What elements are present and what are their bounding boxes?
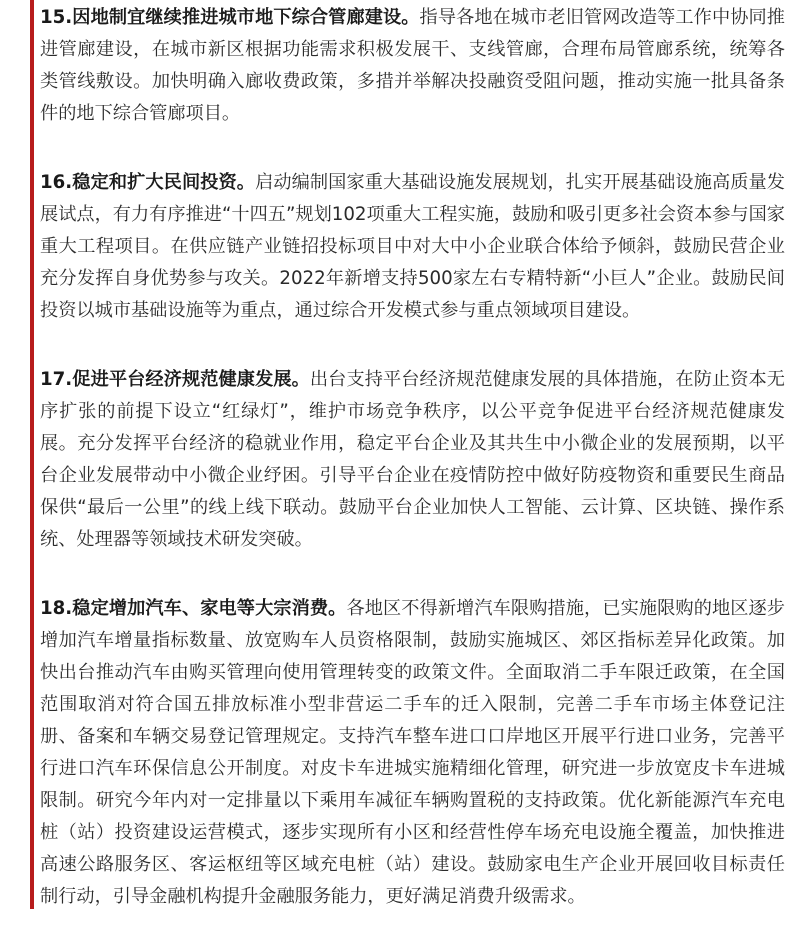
policy-item-heading: 18.稳定增加汽车、家电等大宗消费。 <box>40 598 347 619</box>
policy-item-heading: 15.因地制宜继续推进城市地下综合管廊建设。 <box>40 7 420 28</box>
policy-item-18 <box>40 593 785 913</box>
left-accent-bar <box>30 0 34 909</box>
policy-item-heading: 16.稳定和扩大民间投资。 <box>40 172 256 193</box>
policy-item-body: 启动编制国家重大基础设施发展规划，扎实开展基础设施高质量发展试点，有力有序推进“十四五”规划102项重大工程实施，鼓励和吸引更多社会资本参与国家重大工程项目。在供应链产业链招投标项目中对大中小企业联合体给予倾斜，鼓励民营企业充分发挥自身优势参与攻关。2022年新增支持500家左右专精特新“小巨人”企业。鼓励民间投资以城市基础设施等为重点，通过综合开发模式参与重点领域项目建设。 <box>40 172 785 321</box>
policy-item-16 <box>40 167 785 327</box>
policy-item-heading: 17.促进平台经济规范健康发展。 <box>40 369 310 390</box>
article-content <box>40 2 785 950</box>
policy-item-body: 出台支持平台经济规范健康发展的具体措施，在防止资本无序扩张的前提下设立“红绿灯”，维护市场竞争秩序，以公平竞争促进平台经济规范健康发展。充分发挥平台经济的稳就业作用，稳定平台企业及其共生中小微企业的发展预期，以平台企业发展带动中小微企业纾困。引导平台企业在疫情防控中做好防疫物资和重要民生商品保供“最后一公里”的线上线下联动。鼓励平台企业加快人工智能、云计算、区块链、操作系统、处理器等领域技术研发突破。 <box>40 369 785 550</box>
policy-item-15 <box>40 2 785 130</box>
policy-item-17 <box>40 364 785 556</box>
policy-item-body: 指导各地在城市老旧管网改造等工作中协同推进管廊建设，在城市新区根据功能需求积极发展干、支线管廊，合理布局管廊系统，统筹各类管线敷设。加快明确入廊收费政策，多措并举解决投融资受阻问题，推动实施一批具备条件的地下综合管廊项目。 <box>40 7 785 124</box>
policy-item-body: 各地区不得新增汽车限购措施，已实施限购的地区逐步增加汽车增量指标数量、放宽购车人员资格限制，鼓励实施城区、郊区指标差异化政策。加快出台推动汽车由购买管理向使用管理转变的政策文件。全面取消二手车限迁政策，在全国范围取消对符合国五排放标准小型非营运二手车的迁入限制，完善二手车市场主体登记注册、备案和车辆交易登记管理规定。支持汽车整车进口口岸地区开展平行进口业务，完善平行进口汽车环保信息公开制度。对皮卡车进城实施精细化管理，研究进一步放宽皮卡车进城限制。研究今年内对一定排量以下乘用车减征车辆购置税的支持政策。优化新能源汽车充电桩（站）投资建设运营模式，逐步实现所有小区和经营性停车场充电设施全覆盖，加快推进高速公路服务区、客运枢纽等区域充电桩（站）建设。鼓励家电生产企业开展回收目标责任制行动，引导金融机构提升金融服务能力，更好满足消费升级需求。 <box>40 598 785 907</box>
